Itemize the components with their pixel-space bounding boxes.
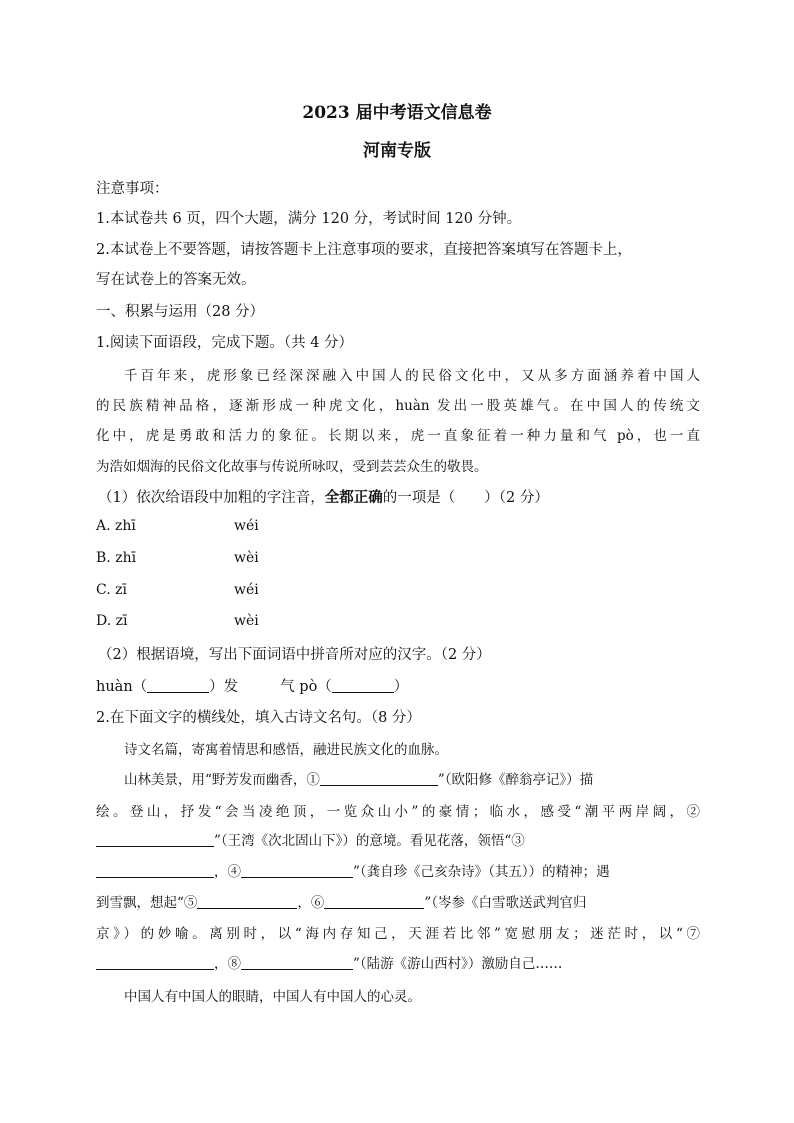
answer-blank[interactable] [96, 832, 214, 847]
question-1-sub-2: （2）根据语境，写出下面词语中拼音所对应的汉字。（2 分） [98, 647, 491, 663]
option-b-second: wèi [234, 550, 259, 566]
q2-line-3 [96, 829, 700, 849]
answer-blank[interactable] [241, 955, 353, 970]
question-2-stem: 2.在下面文字的横线处，填入古诗文名句。（8 分） [96, 710, 421, 726]
q2-line-4-b: ”（龚自珍《己亥杂诗》（其五））的精神；遇 [353, 864, 610, 880]
passage-line-4: 为浩如烟海的民俗文化故事与传说所咏叹，受到芸芸众生的敬畏。 [96, 459, 488, 475]
q2-line-7-b: ”（陆游《游山西村》）激励自己…… [353, 956, 563, 972]
question-1-stem: 1.阅读下面语段，完成下题。（共 4 分） [96, 335, 354, 351]
option-a: A. zhī [96, 518, 136, 534]
q2-closing: 中国人有中国人的眼睛，中国人有中国人的心灵。 [124, 989, 421, 1005]
q2-line-2: 绘。登山，抒发“会当凌绝顶，一览众山小”的豪情；临水，感受“潮平两岸阔，② [96, 804, 700, 820]
sub-2-b-pre: 气 pò（ [280, 679, 332, 695]
q2-line-1-a: 山林美景，用“野芳发而幽香，① [124, 772, 320, 788]
answer-blank[interactable] [324, 894, 424, 909]
sub-2-a-pre: huàn（ [96, 679, 148, 695]
q2-line-6: 京》）的妙喻。离别时，以“海内存知己，天涯若比邻”宽慰朋友；迷茫时，以“⑦ [96, 926, 700, 942]
q2-line-5-b: ，⑥ [297, 895, 325, 911]
answer-blank[interactable] [96, 955, 214, 970]
q2-line-4 [96, 860, 700, 880]
option-b: B. zhī [96, 550, 137, 566]
q2-line-5 [96, 891, 700, 911]
answer-blank[interactable] [241, 863, 353, 878]
notes-heading: 注意事项： [96, 181, 169, 197]
passage-line-2: 的民族精神品格，逐渐形成一种虎文化，huàn 发出一股英雄气。在中国人的传统文 [96, 398, 700, 414]
sub-2-blanks [96, 675, 408, 696]
answer-blank[interactable] [320, 771, 438, 786]
answer-blank[interactable] [332, 678, 394, 693]
q2-line-1 [96, 768, 700, 788]
passage-line-1: 千百年来，虎形象已经深深融入中国人的民俗文化中，又从多方面涵养着中国人 [124, 368, 700, 384]
sub-1-text-bold: 全都正确 [324, 489, 383, 506]
q2-line-1-b: ”（欧阳修《醉翁亭记》）描 [437, 772, 594, 788]
page-title: 2023 届中考语文信息卷 [302, 103, 492, 123]
q2-line-7 [96, 952, 700, 972]
q2-line-3-b: ”（王湾《次北固山下》）的意境。看见花落，领悟“③ [214, 833, 525, 849]
notes-item-2-line-1: 2.本试卷上不要答题，请按答题卡上注意事项的要求，直接把答案填写在答题卡上， [96, 242, 632, 258]
option-d-second: wèi [234, 613, 259, 629]
sub-1-text-post: 的一项是（ ）（2 分） [382, 490, 549, 506]
option-d: D. zī [96, 613, 128, 629]
answer-blank[interactable] [147, 678, 209, 693]
option-a-second: wéi [234, 518, 259, 534]
notes-item-1: 1.本试卷共 6 页，四个大题，满分 120 分，考试时间 120 分钟。 [96, 211, 522, 227]
option-c-second: wéi [234, 582, 259, 598]
q2-para-1: 诗文名篇，寄寓着情思和感悟，融进民族文化的血脉。 [124, 742, 448, 758]
q2-line-5-a: 到雪飘，想起“⑤ [96, 895, 198, 911]
q2-line-7-a: ，⑧ [214, 956, 241, 972]
question-1-sub-1 [98, 486, 549, 507]
option-c: C. zī [96, 582, 127, 598]
q2-line-4-a: ，④ [214, 864, 241, 880]
sub-2-b-post: ） [393, 679, 409, 695]
page-subtitle: 河南专版 [363, 141, 431, 161]
answer-blank[interactable] [197, 894, 297, 909]
section-1-heading: 一、积累与运用（28 分） [96, 304, 265, 320]
notes-item-2-line-2: 写在试卷上的答案无效。 [96, 272, 256, 288]
q2-line-5-c: ”（岑参《白雪歌送武判官归 [424, 895, 587, 911]
sub-2-a-post: ）发 [209, 679, 239, 695]
sub-1-text-pre: （1）依次给语段中加粗的字注音， [98, 490, 325, 506]
passage-line-3: 化中，虎是勇敢和活力的象征。长期以来，虎一直象征着一种力量和气 pò，也一直 [96, 428, 700, 444]
answer-blank[interactable] [96, 863, 214, 878]
